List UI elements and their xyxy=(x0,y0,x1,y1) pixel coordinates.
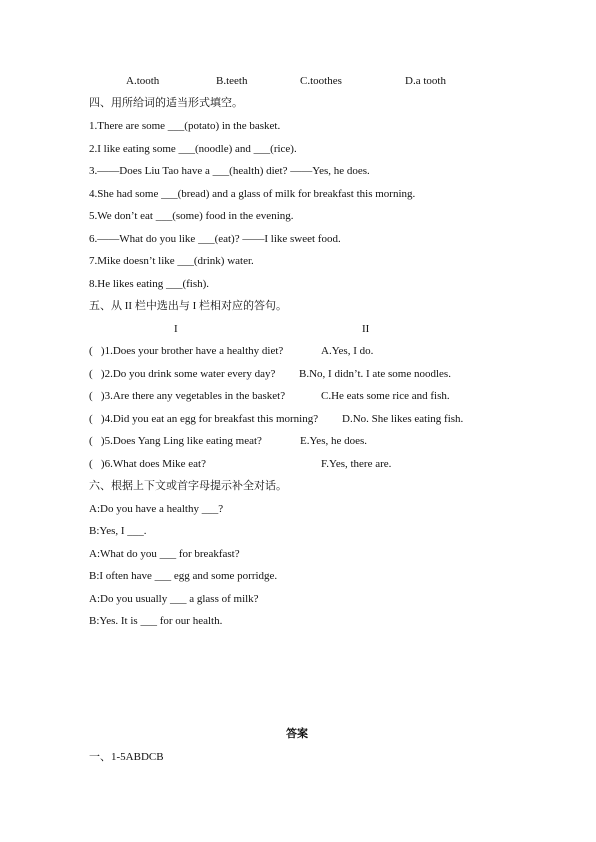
answer-key-title: 答案 xyxy=(286,728,308,740)
option-b: B.teeth xyxy=(216,75,248,87)
column-i-label: I xyxy=(174,323,178,335)
dialogue-line: A:Do you usually ___ a glass of milk? xyxy=(89,593,259,605)
section4-item: 1.There are some ___(potato) in the basket. xyxy=(89,120,281,132)
section4-item: 5.We don’t eat ___(some) food in the evening. xyxy=(89,210,294,222)
match-question: ( )3.Are there any vegetables in the basket? xyxy=(89,390,286,402)
section4-item: 3.——Does Liu Tao have a ___(health) diet? ——Yes, he does. xyxy=(89,165,370,177)
section4-item: 8.He likes eating ___(fish). xyxy=(89,278,210,290)
dialogue-line: B:Yes, I ___. xyxy=(89,525,147,537)
dialogue-line: B:Yes. It is ___ for our health. xyxy=(89,615,223,627)
match-question: ( )6.What does Mike eat? xyxy=(89,458,206,470)
match-question: ( )5.Does Yang Ling like eating meat? xyxy=(89,435,262,447)
match-answer: B.No, I didn’t. I ate some noodles. xyxy=(299,368,451,380)
answer-key-line: 一、1-5ABDCB xyxy=(89,751,164,763)
match-answer: A.Yes, I do. xyxy=(321,345,374,357)
section4-item: 6.——What do you like ___(eat)? ——I like sweet food. xyxy=(89,233,341,245)
match-answer: D.No. She likes eating fish. xyxy=(342,413,464,425)
dialogue-line: A:What do you ___ for breakfast? xyxy=(89,548,240,560)
match-question: ( )1.Does your brother have a healthy diet? xyxy=(89,345,284,357)
dialogue-line: A:Do you have a healthy ___? xyxy=(89,503,224,515)
section5-heading: 五、从 II 栏中选出与 I 栏相对应的答句。 xyxy=(89,300,287,312)
match-answer: F.Yes, there are. xyxy=(321,458,392,470)
section4-item: 7.Mike doesn’t like ___(drink) water. xyxy=(89,255,254,267)
section4-heading: 四、用所给词的适当形式填空。 xyxy=(89,97,243,109)
match-answer: C.He eats some rice and fish. xyxy=(321,390,450,402)
option-a: A.tooth xyxy=(126,75,160,87)
section6-heading: 六、根据上下文或首字母提示补全对话。 xyxy=(89,480,287,492)
section4-item: 4.She had some ___(bread) and a glass of milk for breakfast this morning. xyxy=(89,188,416,200)
match-question: ( )2.Do you drink some water every day? xyxy=(89,368,276,380)
option-c: C.toothes xyxy=(300,75,342,87)
match-answer: E.Yes, he does. xyxy=(300,435,368,447)
section4-item: 2.I like eating some ___(noodle) and ___(rice). xyxy=(89,143,297,155)
dialogue-line: B:I often have ___ egg and some porridge. xyxy=(89,570,278,582)
option-d: D.a tooth xyxy=(405,75,446,87)
match-question: ( )4.Did you eat an egg for breakfast this morning? xyxy=(89,413,319,425)
column-ii-label: II xyxy=(362,323,370,335)
